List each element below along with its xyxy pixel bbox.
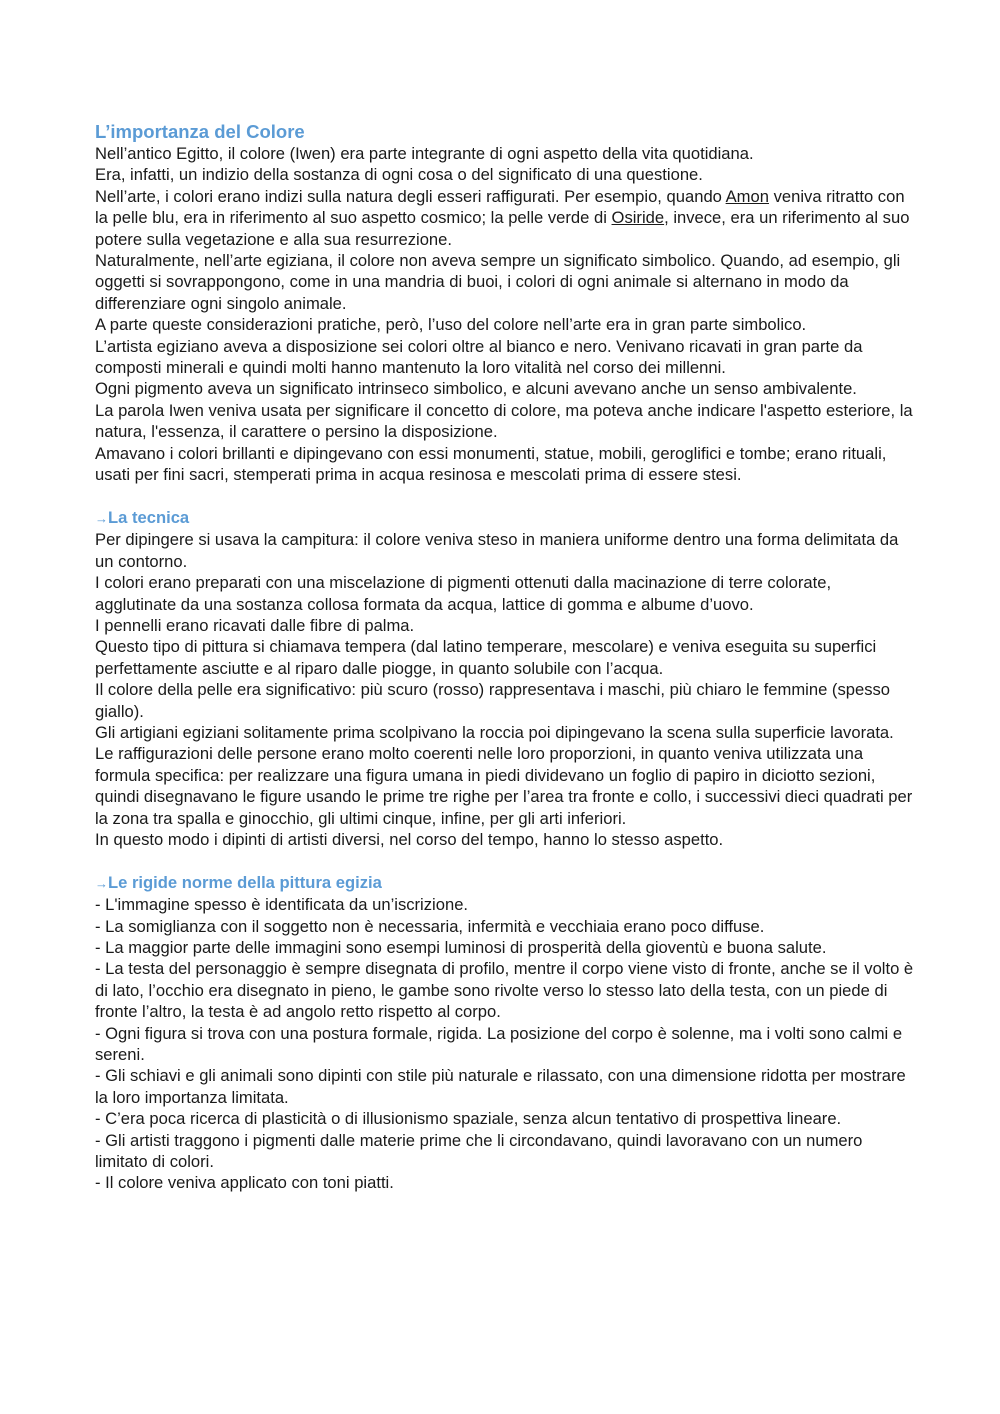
tecnica-paragraph-3: I pennelli erano ricavati dalle fibre di palma. bbox=[95, 615, 415, 635]
arrow-right-icon: → bbox=[95, 875, 108, 891]
document-page bbox=[95, 121, 915, 1194]
list-item: - Ogni figura si trova con una postura formale, rigida. La posizione del corpo è solenne, ma i volti sono calmi e sereni. bbox=[95, 1023, 903, 1065]
list-item: - Gli artisti traggono i pigmenti dalle materie prime che li circondavano, quindi lavoravano con un numero limitato di colori. bbox=[95, 1130, 863, 1172]
tecnica-paragraph-5: Il colore della pelle era significativo: più scuro (rosso) rappresentava i maschi, più chiaro le femmine (spesso giallo). bbox=[95, 680, 891, 721]
section-heading-norme bbox=[95, 872, 915, 894]
intro-paragraph-2: Era, infatti, un indizio della sostanza di ogni cosa o del significato di una questione. bbox=[95, 165, 703, 185]
spacer bbox=[95, 486, 915, 507]
tecnica-paragraph-7: In questo modo i dipinti di artisti diversi, nel corso del tempo, hanno lo stesso aspetto. bbox=[95, 829, 724, 849]
amon-link[interactable]: Amon bbox=[725, 186, 769, 206]
section-heading-tecnica bbox=[95, 507, 915, 529]
intro-paragraph-9: Amavano i colori brillanti e dipingevano con essi monumenti, statue, mobili, geroglifici e tombe; erano rituali, usati per fini sacri, stemperati prima in acqua resinosa e mescolati prima di essere stesi. bbox=[95, 443, 887, 485]
list-item: - Gli schiavi e gli animali sono dipinti con stile più naturale e rilassato, con una dimensione ridotta per mostrare la loro importanza limitata. bbox=[95, 1066, 906, 1107]
tecnica-paragraph-6: Gli artigiani egiziani solitamente prima scolpivano la roccia poi dipingevano la scena sulla superficie lavorata. Le raffigurazioni delle persone erano molto coerenti nelle loro proporzioni, in quanto veniva utilizzata una formula specifica: per realizzare una figura umana in piedi dividevano un foglio di papiro in diciotto sezioni, quindi disegnavano le figure usando le prime tre righe per l’area tra fronte e collo, i successivi dieci quadrati per la zona tra spalla e ginocchio, gli ultimi cinque, infine, per gli arti inferiori. bbox=[95, 722, 913, 828]
list-item: - L'immagine spesso è identificata da un’iscrizione. bbox=[95, 895, 469, 915]
intro-paragraph-4: Naturalmente, nell’arte egiziana, il colore non aveva sempre un significato simbolico. Quando, ad esempio, gli oggetti si sovrappongono, come in una mandria di buoi, i colori di ogni animale si alternano in modo da differenziare ogni singolo animale. bbox=[95, 251, 901, 313]
intro-paragraph-5: A parte queste considerazioni pratiche, però, l’uso del colore nell’arte era in gran parte simbolico. bbox=[95, 315, 807, 335]
list-item: - La maggior parte delle immagini sono esempi luminosi di prosperità della gioventù e buona salute. bbox=[95, 938, 827, 957]
tecnica-paragraph-1: Per dipingere si usava la campitura: il colore veniva steso in maniera uniforme dentro una forma delimitata da un contorno. bbox=[95, 530, 899, 571]
intro-paragraph-1: Nell’antico Egitto, il colore (Iwen) era parte integrante di ogni aspetto della vita quotidiana. bbox=[95, 144, 754, 163]
spacer bbox=[95, 850, 915, 871]
list-item: - La testa del personaggio è sempre disegnata di profilo, mentre il corpo viene visto di fronte, anche se il volto è di lato, l’occhio era disegnato in pieno, le gambe sono rivolte verso lo stesso lato della testa, con un piede di fronte l’altro, la testa è ad angolo retto rispetto al corpo. bbox=[95, 959, 914, 1022]
page-title: L’importanza del Colore bbox=[95, 121, 305, 142]
intro-paragraph-3-text-a: Nell’arte, i colori erano indizi sulla natura degli esseri raffigurati. Per esempio, quando bbox=[95, 186, 726, 206]
section-heading-norme-label: Le rigide norme della pittura egizia bbox=[108, 872, 382, 892]
intro-paragraph-3-text-c: , invece, era un riferimento al suo potere sulla vegetazione e alla sua resurrezione. bbox=[95, 208, 910, 249]
intro-paragraph-7: Ogni pigmento aveva un significato intrinseco simbolico, e alcuni avevano anche un senso ambivalente. bbox=[95, 379, 857, 399]
tecnica-paragraph-2: I colori erano preparati con una miscelazione di pigmenti ottenuti dalla macinazione di terre colorate, agglutinate da una sostanza collosa formata da acqua, lattice di gomma e albume d’uovo. bbox=[95, 573, 832, 614]
arrow-right-icon: → bbox=[95, 510, 108, 526]
intro-paragraph-8: La parola Iwen veniva usata per significare il concetto di colore, ma poteva anche indicare l'aspetto esteriore, la natura, l'essenza, il carattere o persino la disposizione. bbox=[95, 400, 913, 442]
intro-paragraph-3-text-b: veniva ritratto con la pelle blu, era in riferimento al suo aspetto cosmico; la pelle verde di bbox=[95, 186, 905, 228]
tecnica-paragraph-4: Questo tipo di pittura si chiamava tempera (dal latino temperare, mescolare) e veniva eseguita su superfici perfettamente asciutte e al riparo dalle piogge, in quanto solubile con l’acqua. bbox=[95, 637, 877, 678]
list-item: - C’era poca ricerca di plasticità o di illusionismo spaziale, senza alcun tentativo di prospettiva lineare. bbox=[95, 1109, 842, 1129]
osiride-link[interactable]: Osiride bbox=[611, 208, 665, 228]
section-heading-tecnica-label: La tecnica bbox=[108, 507, 190, 527]
intro-paragraph-3 bbox=[95, 186, 915, 250]
list-item: - Il colore veniva applicato con toni piatti. bbox=[95, 1173, 394, 1193]
list-item: - La somiglianza con il soggetto non è necessaria, infermità e vecchiaia erano poco diffuse. bbox=[95, 916, 765, 936]
intro-paragraph-6: L’artista egiziano aveva a disposizione sei colori oltre al bianco e nero. Venivano ricavati in gran parte da composti minerali e quindi molti hanno mantenuto la loro vitalità nel corso dei millenni. bbox=[95, 336, 863, 378]
